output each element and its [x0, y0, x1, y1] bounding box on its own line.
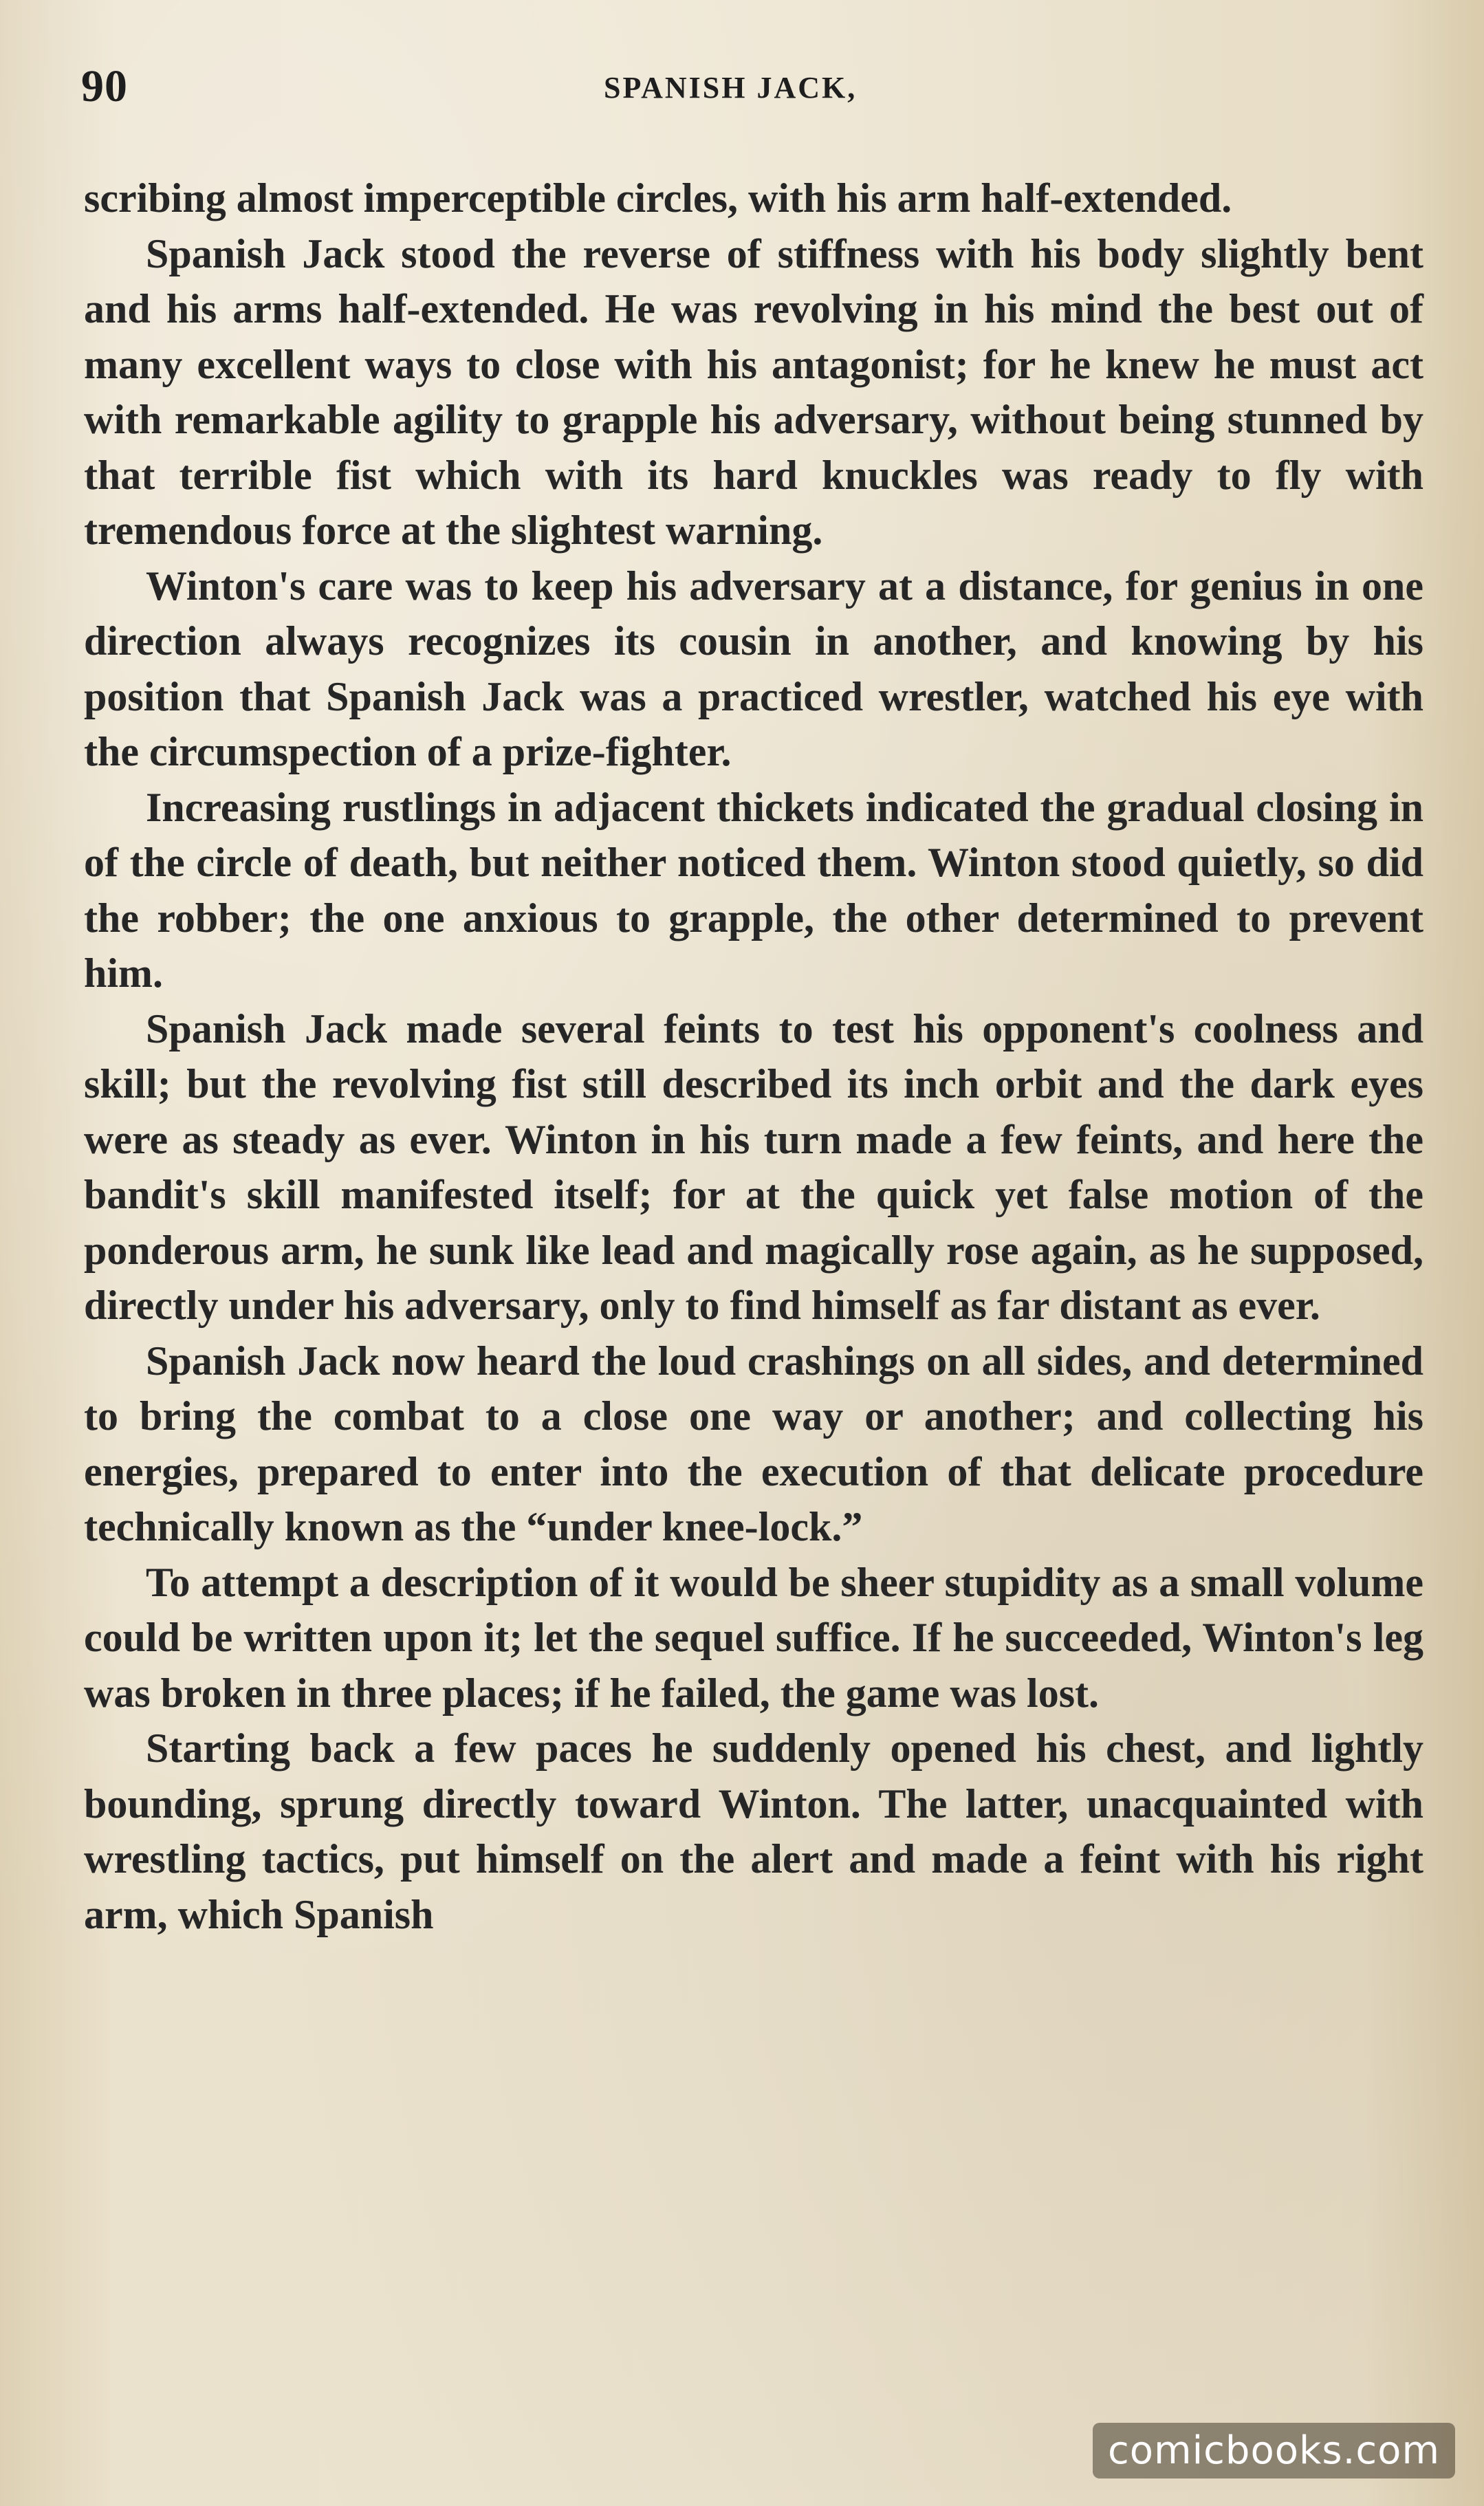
watermark-logo: comicbooks.com [1093, 2423, 1455, 2478]
paragraph: Spanish Jack stood the reverse of stiffness with his body slightly bent and his arms half-extended. He was revolving in his mind the best out of many excellent ways to close with his antagonist; for he knew he must act with remarkable agility to grapple his adversary, without being stunned by that terrible fist which with its hard knuckles was ready to fly with tremendous force at the slightest warning. [84, 230, 1423, 553]
paragraph: Increasing rustlings in adjacent thickets indicated the gradual closing in of the circle of death, but neither noticed them. Winton stood quietly, so did the robber; the one anxious to grapple, the other determined to prevent him. [84, 784, 1423, 996]
body-text [84, 171, 1423, 1942]
paragraph: scribing almost imperceptible circles, with his arm half-extended. [84, 175, 1232, 221]
paragraph: Spanish Jack made several feints to test his opponent's coolness and skill; but the revolving fist still described its inch orbit and the dark eyes were as steady as ever. Winton in his turn made a few feints, and here the bandit's skill manifested itself; for at the quick yet false motion of the ponderous arm, he sunk like lead and magically rose again, as he supposed, directly under his adversary, only to find himself as far distant as ever. [84, 1005, 1423, 1328]
paragraph: Spanish Jack now heard the loud crashings on all sides, and determined to bring the combat to a close one way or another; and collecting his energies, prepared to enter into the execution of that delicate procedure technically known as the “under knee-lock.” [84, 1338, 1423, 1549]
page-number: 90 [81, 61, 128, 111]
paragraph: Starting back a few paces he suddenly opened his chest, and lightly bounding, sprung directly toward Winton. The latter, unacquainted with wrestling tactics, put himself on the alert and made a feint with his right arm, which Spanish [84, 1725, 1423, 1937]
paragraph: Winton's care was to keep his adversary at a distance, for genius in one direction always recognizes its cousin in another, and knowing by his position that Spanish Jack was a practiced wrestler, watched his eye with the circumspection of a prize-fighter. [84, 563, 1423, 774]
running-title: SPANISH JACK, [604, 71, 858, 105]
running-head [81, 61, 1429, 122]
paragraph: To attempt a description of it would be sheer stupidity as a small volume could be written upon it; let the sequel suffice. If he succeeded, Winton's leg was broken in three places; if he failed, the game was lost. [84, 1559, 1423, 1716]
